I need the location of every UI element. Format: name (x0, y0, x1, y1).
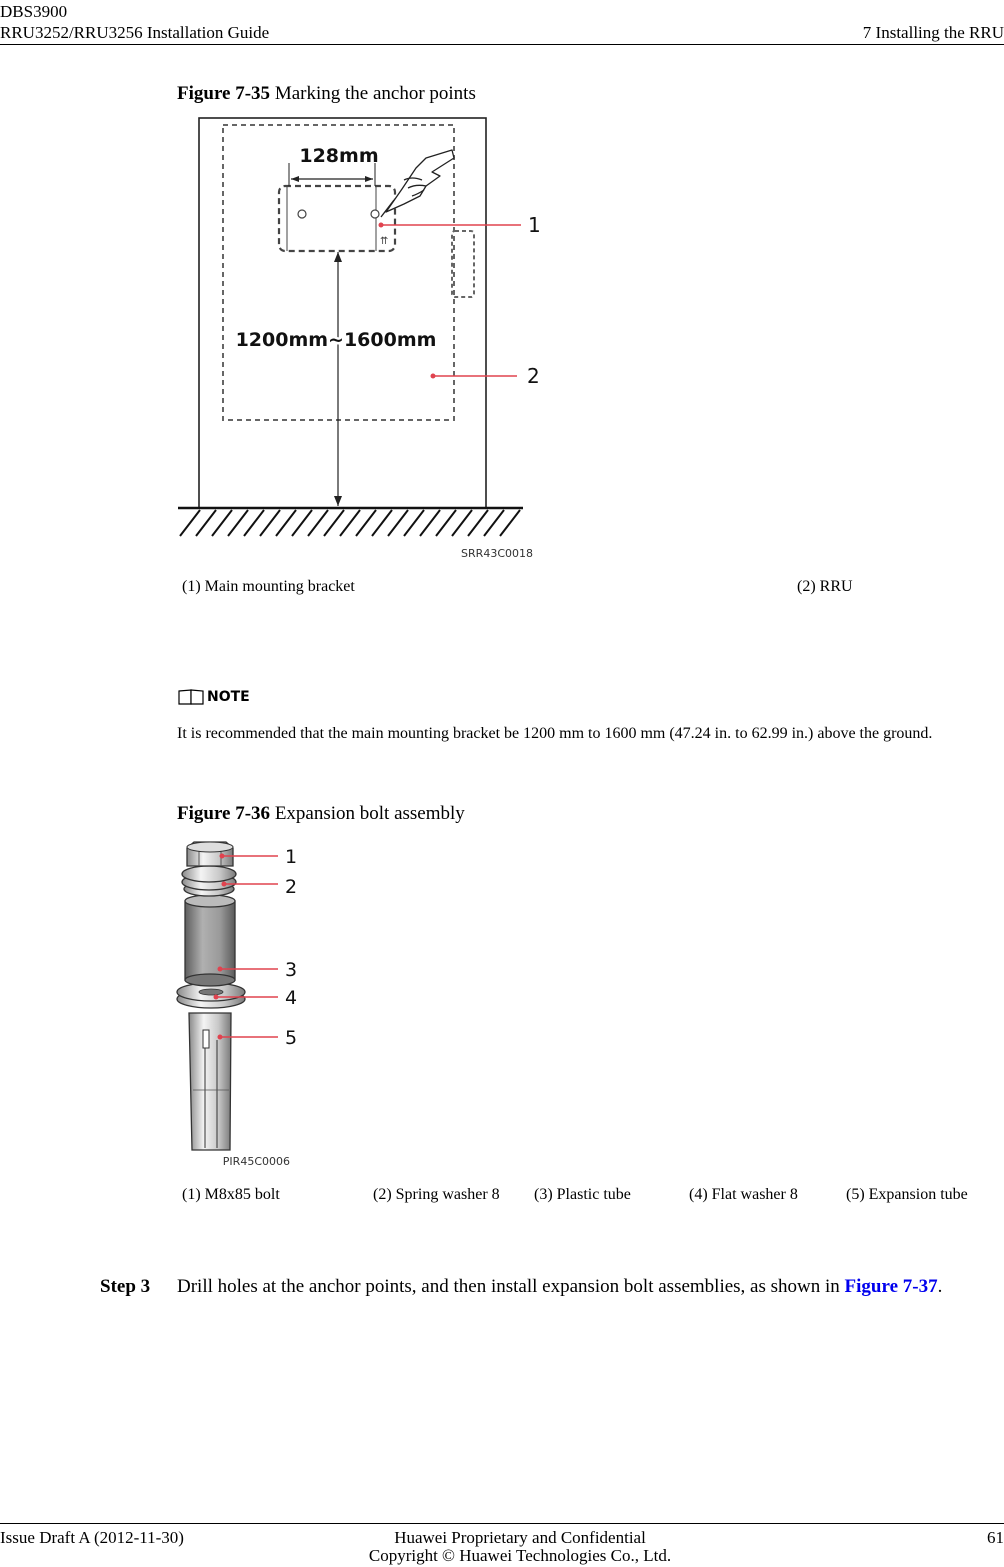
book-icon (177, 688, 207, 706)
step-3-period: . (937, 1276, 943, 1297)
step-3-label: Step 3 (100, 1276, 151, 1297)
legend-spring-washer: (2) Spring washer 8 (373, 1186, 500, 1203)
callout-3-label: 3 (285, 959, 298, 981)
figure-7-35-caption (177, 83, 476, 105)
plastic-tube-part (185, 901, 235, 980)
callout-1-label: 1 (528, 213, 541, 237)
figure-7-35-drawing (175, 112, 555, 564)
figure-7-36-code: PIR45C0006 (222, 1155, 290, 1168)
legend-m8x85-bolt: (1) M8x85 bolt (182, 1186, 280, 1203)
step-3-text (177, 1273, 1004, 1301)
legend-expansion-tube: (5) Expansion tube (846, 1186, 968, 1203)
dimension-width-label: 128mm (299, 145, 379, 167)
wall-outline (199, 118, 486, 508)
figure-7-36-caption (177, 803, 465, 825)
callout-5-label: 5 (285, 1027, 298, 1049)
legend-plastic-tube: (3) Plastic tube (534, 1186, 631, 1203)
callout-4-label: 4 (285, 987, 298, 1009)
anchor-point-right (371, 210, 379, 218)
ground-hatching (180, 510, 520, 536)
legend-flat-washer: (4) Flat washer 8 (689, 1186, 798, 1203)
figure-7-35-code: SRR43C0018 (461, 547, 533, 560)
header-rule (0, 44, 1004, 45)
figure-7-36-drawing (170, 835, 305, 1170)
anchor-point-left (298, 210, 306, 218)
figure-7-37-link-number[interactable]: 7-37 (902, 1276, 938, 1297)
bracket-outline (279, 186, 395, 251)
expansion-tube-part (189, 1013, 231, 1150)
hand-marking-icon (381, 150, 454, 217)
note-text: It is recommended that the main mounting bracket be 1200 mm to 1600 mm (47.24 in. to 62.99 in.) above the ground. (177, 725, 933, 742)
footer-issue: Issue Draft A (2012-11-30) (0, 1528, 184, 1547)
figure-7-35-title: Marking the anchor points (274, 83, 476, 104)
dimension-height-label: 1200mm~1600mm (235, 329, 437, 351)
header-product: DBS3900 (0, 2, 68, 21)
figure-7-37-link[interactable]: Figure (844, 1276, 899, 1297)
legend-main-mounting-bracket: (1) Main mounting bracket (182, 578, 355, 595)
footer-rule (0, 1523, 1004, 1524)
callout-1-label: 1 (285, 846, 298, 868)
step-3-body: Drill holes at the anchor points, and then install expansion bolt assemblies, as shown in (177, 1276, 845, 1297)
note-label: NOTE (207, 689, 250, 705)
header-chapter: 7 Installing the RRU (862, 23, 1004, 42)
rru-handle-outline (452, 231, 474, 297)
figure-7-35-number: Figure 7-35 (177, 83, 271, 104)
callout-2-label: 2 (527, 364, 540, 388)
callout-2-label: 2 (285, 876, 298, 898)
note-heading (177, 686, 257, 708)
page-number: 61 (987, 1528, 1004, 1547)
header-guide-title: RRU3252/RRU3256 Installation Guide (0, 23, 270, 42)
footer-confidential: Huawei Proprietary and Confidential (394, 1528, 646, 1547)
legend-rru: (2) RRU (797, 578, 853, 595)
footer-copyright: Copyright © Huawei Technologies Co., Ltd. (368, 1546, 672, 1565)
figure-7-36-number: Figure 7-36 (177, 803, 271, 824)
figure-7-36-title: Expansion bolt assembly (274, 803, 465, 824)
bolt-head-part (187, 842, 233, 866)
up-arrow-marks: ⇈ (380, 236, 389, 247)
